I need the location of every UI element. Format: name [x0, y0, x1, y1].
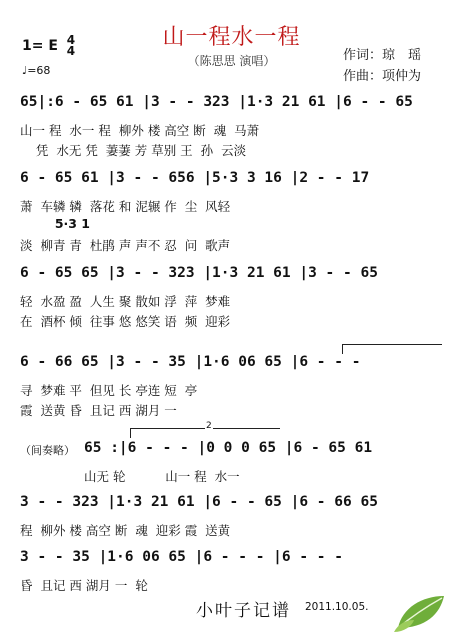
volta-bracket-1: [342, 344, 442, 345]
notes-row-3: 6 - 65 65 |3 - - 323 |1·3 21 61 |3 - - 65: [20, 265, 378, 281]
key-signature: [22, 35, 75, 57]
lyric-row-1a: 山一 程 水一 程 柳外 楼 高空 断 魂 马萧: [20, 123, 260, 138]
key-label: 1= E: [22, 38, 58, 54]
lyric-row-4b: 霞 送黄 昏 且记 西 湖月 一: [20, 403, 177, 418]
lyric-row-7: 昏 且记 西 湖月 一 轮: [20, 578, 148, 593]
page-subtitle: （陈思思 演唱）: [187, 54, 276, 68]
notes-row-4: 6 - 66 65 |3 - - 35 |1·6 06 65 |6 - - -: [20, 354, 361, 370]
time-top: 4: [66, 33, 76, 47]
alt-notes-row-2: 5·3 1: [20, 216, 91, 231]
signature: 小叶子记谱: [196, 601, 291, 621]
page-title: 山一程水一程: [162, 25, 301, 50]
lyric-row-2a: 萧 车辚 辚 落花 和 泥辗 作 尘 风轻: [20, 199, 231, 214]
notes-row-5: 65 :|6 - - - |0 0 0 65 |6 - 65 61: [84, 440, 373, 456]
volta-number: 2: [206, 421, 212, 431]
notes-row-6: 3 - - 323 |1·3 21 61 |6 - - 65 |6 - 66 65: [20, 494, 378, 510]
time-bottom: 4: [66, 44, 76, 58]
notes-row-1: 65|:6 - 65 61 |3 - - 323 |1·3 21 61 |6 - - 65: [20, 94, 413, 110]
lyric-row-1b: 凭 水无 凭 萋萋 芳 草别 王 孙 云淡: [20, 143, 247, 158]
lyric-row-6: 程 柳外 楼 高空 断 魂 迎彩 霞 送黄: [20, 523, 231, 538]
lyric-row-2b: 淡 柳青 青 杜鹃 声 声不 忍 问 歌声: [20, 238, 231, 253]
date-stamp: 2011.10.05.: [305, 601, 369, 613]
lyric-row-4a: 寻 梦难 平 但见 长 亭连 短 亭: [20, 383, 198, 398]
lyricist-credit: 作词：琼 瑶: [343, 48, 422, 63]
lyric-row-3a: 轻 水盈 盈 人生 聚 散如 浮 萍 梦难: [20, 294, 231, 309]
interlude-note: （间奏略）: [20, 444, 75, 457]
volta-bracket-2-left: [130, 428, 131, 438]
notes-row-2: 6 - 65 61 |3 - - 656 |5·3 3 16 |2 - - 17: [20, 170, 370, 186]
composer-credit: 作曲：项仲为: [343, 69, 422, 84]
volta-bracket-1-left: [342, 344, 343, 354]
notes-row-7: 3 - - 35 |1·6 06 65 |6 - - - |6 - - -: [20, 549, 344, 565]
lyric-row-3b: 在 酒杯 倾 往事 悠 悠笑 语 频 迎彩: [20, 314, 231, 329]
tempo-mark: ♩=68: [22, 64, 51, 77]
leaf-icon: [392, 590, 450, 634]
lyric-row-5: 山无 轮 山一 程 水一: [84, 469, 240, 484]
